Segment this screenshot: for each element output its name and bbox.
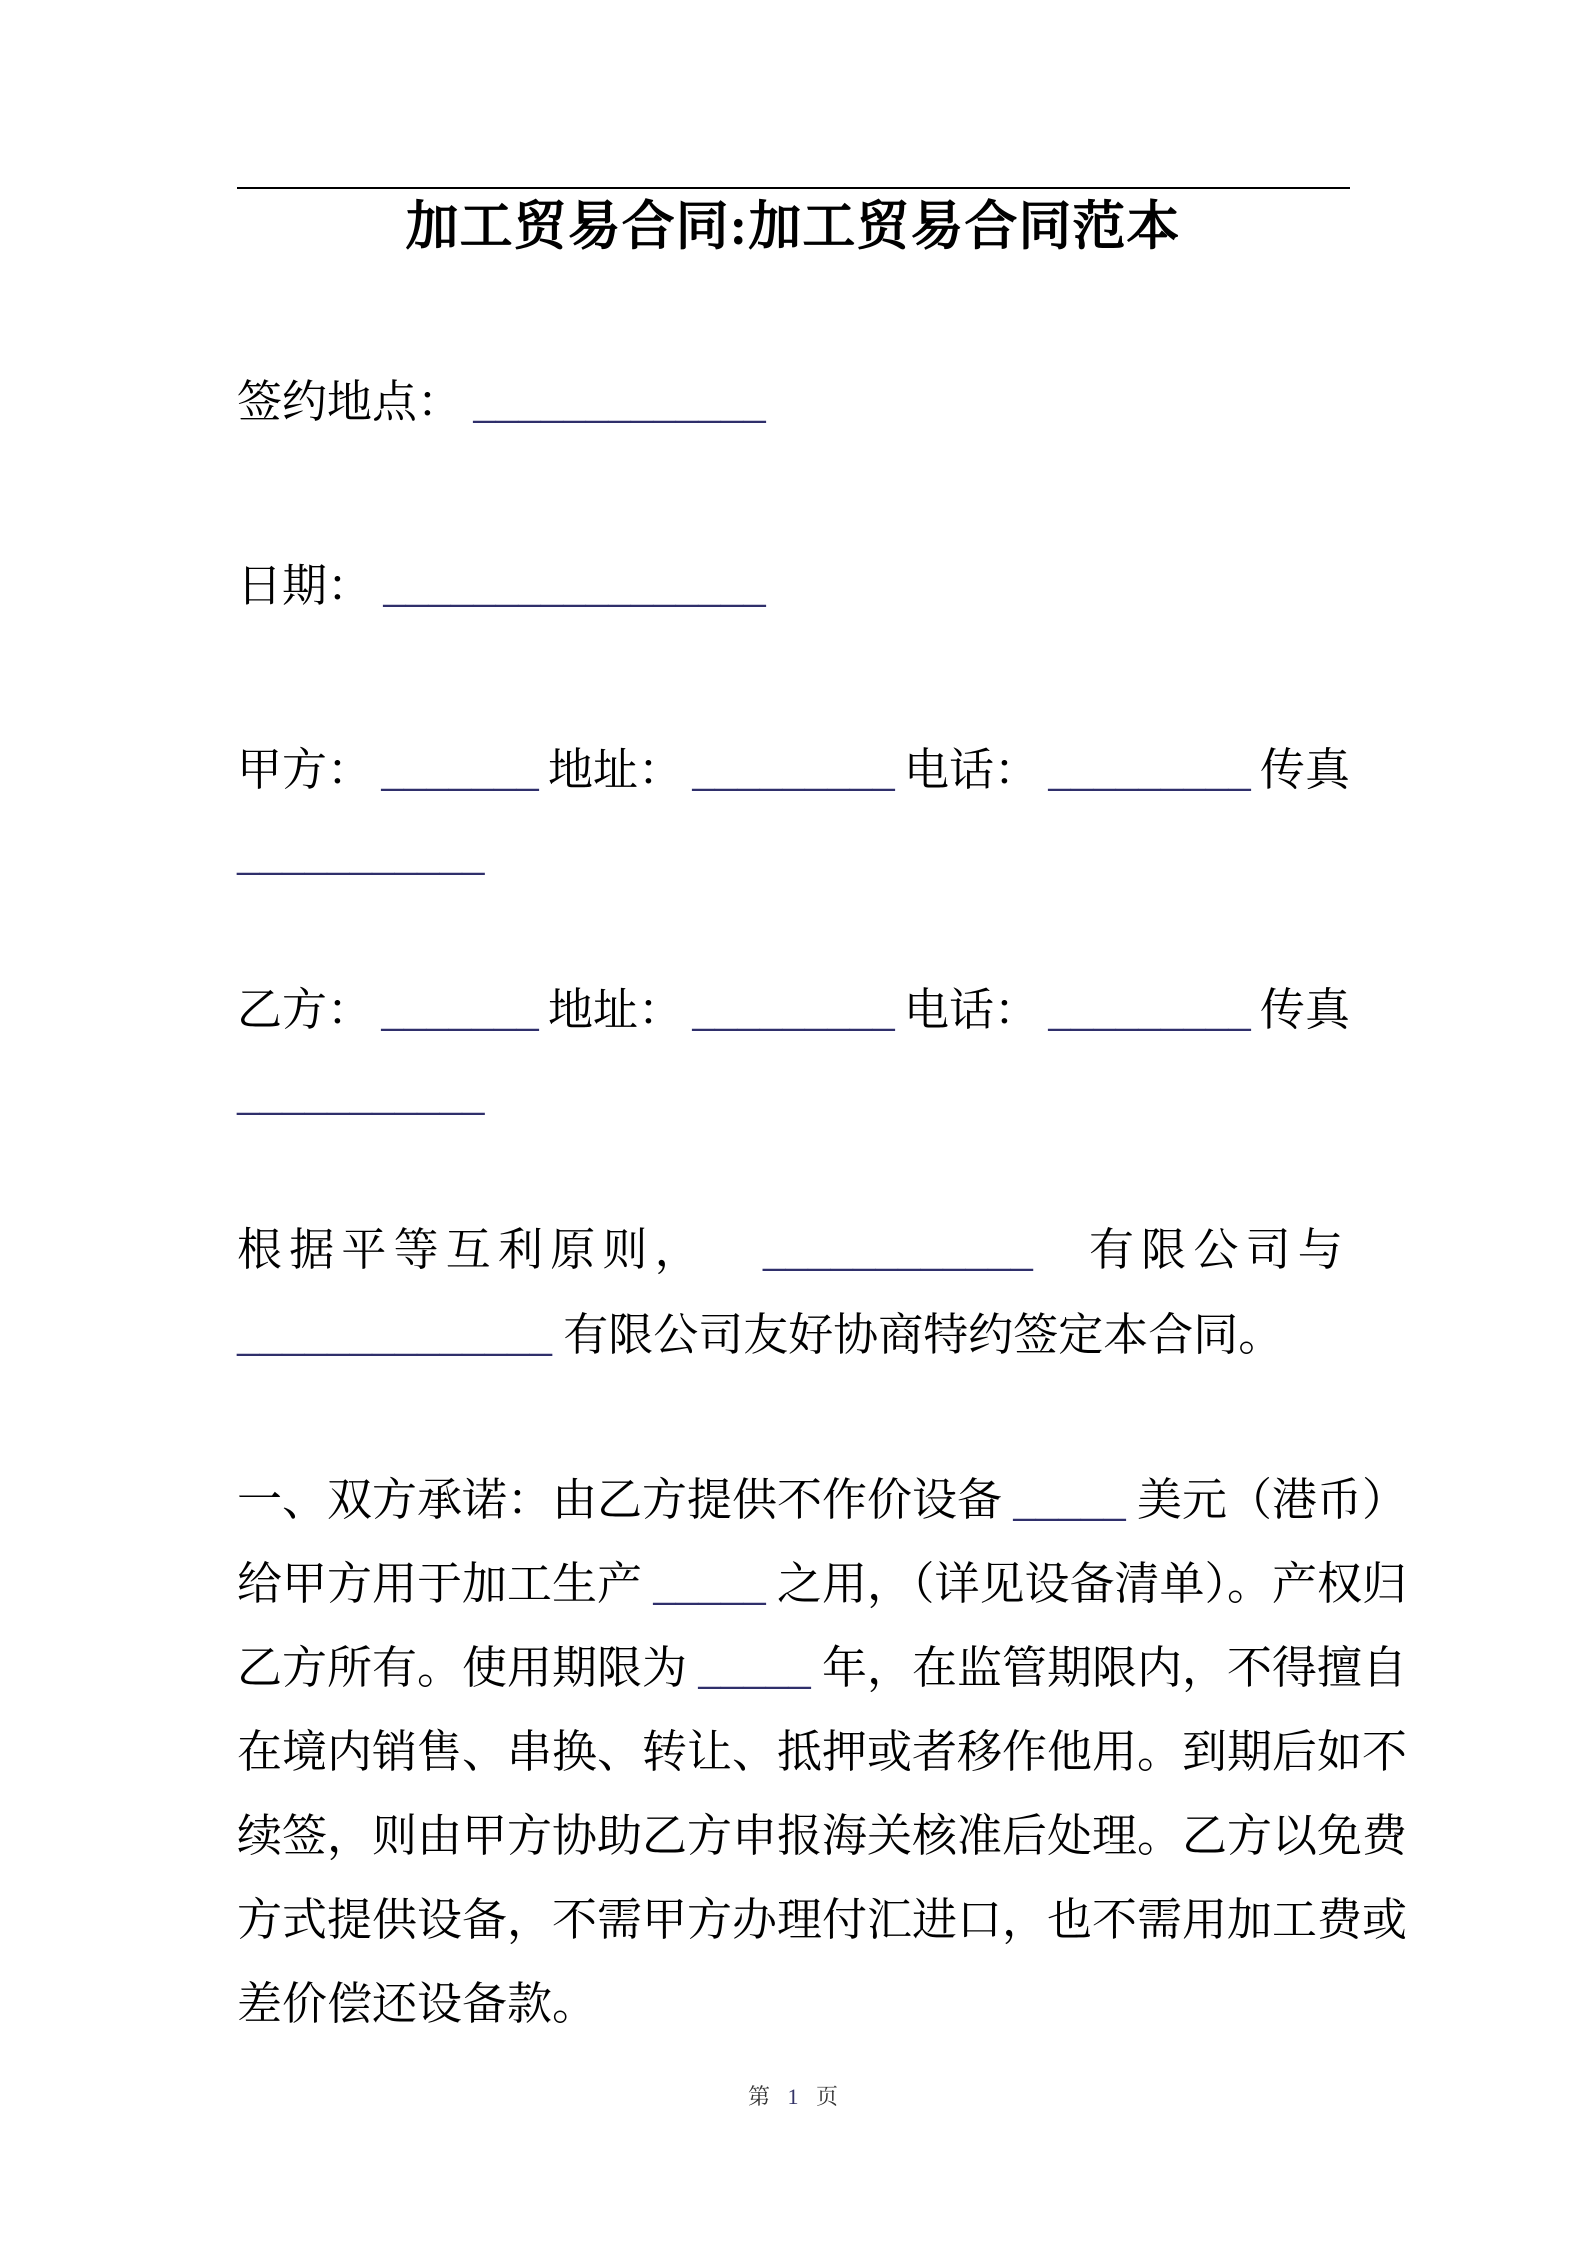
clause-1-text-5: 乙方所有。使用期限为 xyxy=(237,1643,688,1693)
clause-1-line-3 xyxy=(237,1640,1408,1696)
date-label: 日期： xyxy=(237,561,373,611)
page-footer-suffix: 页 xyxy=(816,2084,839,2109)
party-a-address-blank: _________ xyxy=(692,745,895,795)
clause-1-text-2: 美元（港币） xyxy=(1137,1475,1408,1525)
page-footer xyxy=(0,2080,1586,2111)
clause-1-text-3: 给甲方用于加工生产 xyxy=(237,1559,643,1609)
party-a-fax-label: 传真 xyxy=(1259,745,1350,795)
party-b-phone-label: 电话： xyxy=(903,985,1039,1035)
party-b-address-label: 地址： xyxy=(547,985,683,1035)
clause-1-text-1: 一、双方承诺：由乙方提供不作价设备 xyxy=(237,1475,1003,1525)
preamble-company-blank-1: ____________ xyxy=(762,1225,1033,1275)
clause-1-line-4 xyxy=(237,1724,1408,1780)
party-b-address-blank: _________ xyxy=(692,985,895,1035)
date-field xyxy=(237,558,1350,614)
party-b-label: 乙方： xyxy=(237,985,373,1035)
document-title: 加工贸易合同:加工贸易合同范本 xyxy=(405,198,1181,256)
party-a-fax-blank: ___________ xyxy=(237,829,485,879)
party-b-fax-blank-row xyxy=(237,1066,1350,1122)
preamble-company-blank-2: ______________ xyxy=(237,1310,552,1360)
clause-1-line-7 xyxy=(237,1976,1350,2032)
clause-1-text-8: 续签，则由甲方协助乙方申报海关核准后处理。乙方以免费 xyxy=(237,1811,1408,1861)
preamble-text-3: 有限公司友好协商特约签定本合同。 xyxy=(563,1310,1284,1360)
party-a-address-label: 地址： xyxy=(547,745,683,795)
title-divider-line xyxy=(237,187,1350,189)
clause-1-line-2 xyxy=(237,1556,1408,1612)
party-b-fax-blank: ___________ xyxy=(237,1069,485,1119)
clause-1-text-6: 年，在监管期限内，不得擅自 xyxy=(822,1643,1408,1693)
clause-1-line-1 xyxy=(237,1472,1408,1528)
party-a-name-blank: _______ xyxy=(381,745,539,795)
clause-1-text-4: 之用，（详见设备清单）。产权归 xyxy=(777,1559,1408,1609)
date-blank: _________________ xyxy=(383,561,766,611)
signing-location-blank: _____________ xyxy=(473,377,766,427)
clause-1-line-5 xyxy=(237,1808,1408,1864)
clause-1-years-blank: _____ xyxy=(698,1643,811,1693)
party-b-phone-blank: _________ xyxy=(1048,985,1251,1035)
party-b-name-blank: _______ xyxy=(381,985,539,1035)
signing-location-label: 签约地点： xyxy=(237,377,463,427)
preamble-line-2 xyxy=(237,1307,1350,1363)
preamble-text-2: 有限公司与 xyxy=(1088,1225,1350,1275)
party-a-label: 甲方： xyxy=(237,745,373,795)
party-a-phone-blank: _________ xyxy=(1048,745,1251,795)
clause-1-line-6 xyxy=(237,1892,1408,1948)
preamble-line-1 xyxy=(237,1222,1350,1278)
clause-1-amount-blank: _____ xyxy=(1013,1475,1126,1525)
party-a-field-row xyxy=(237,742,1350,798)
clause-1-text-7: 在境内销售、串换、转让、抵押或者移作他用。到期后如不 xyxy=(237,1727,1408,1777)
signing-location-field xyxy=(237,374,1350,430)
party-b-fax-label: 传真 xyxy=(1259,985,1350,1035)
party-a-fax-blank-row xyxy=(237,826,1350,882)
clause-1-product-blank: _____ xyxy=(653,1559,766,1609)
page-footer-prefix: 第 xyxy=(747,2084,770,2109)
party-a-phone-label: 电话： xyxy=(903,745,1039,795)
preamble-text-1: 根据平等互利原则， xyxy=(237,1225,707,1275)
page-number: 1 xyxy=(787,2084,799,2109)
party-b-field-row xyxy=(237,982,1350,1038)
clause-1-text-9: 方式提供设备，不需甲方办理付汇进口，也不需用加工费或 xyxy=(237,1895,1408,1945)
clause-1-text-10: 差价偿还设备款。 xyxy=(237,1979,598,2029)
